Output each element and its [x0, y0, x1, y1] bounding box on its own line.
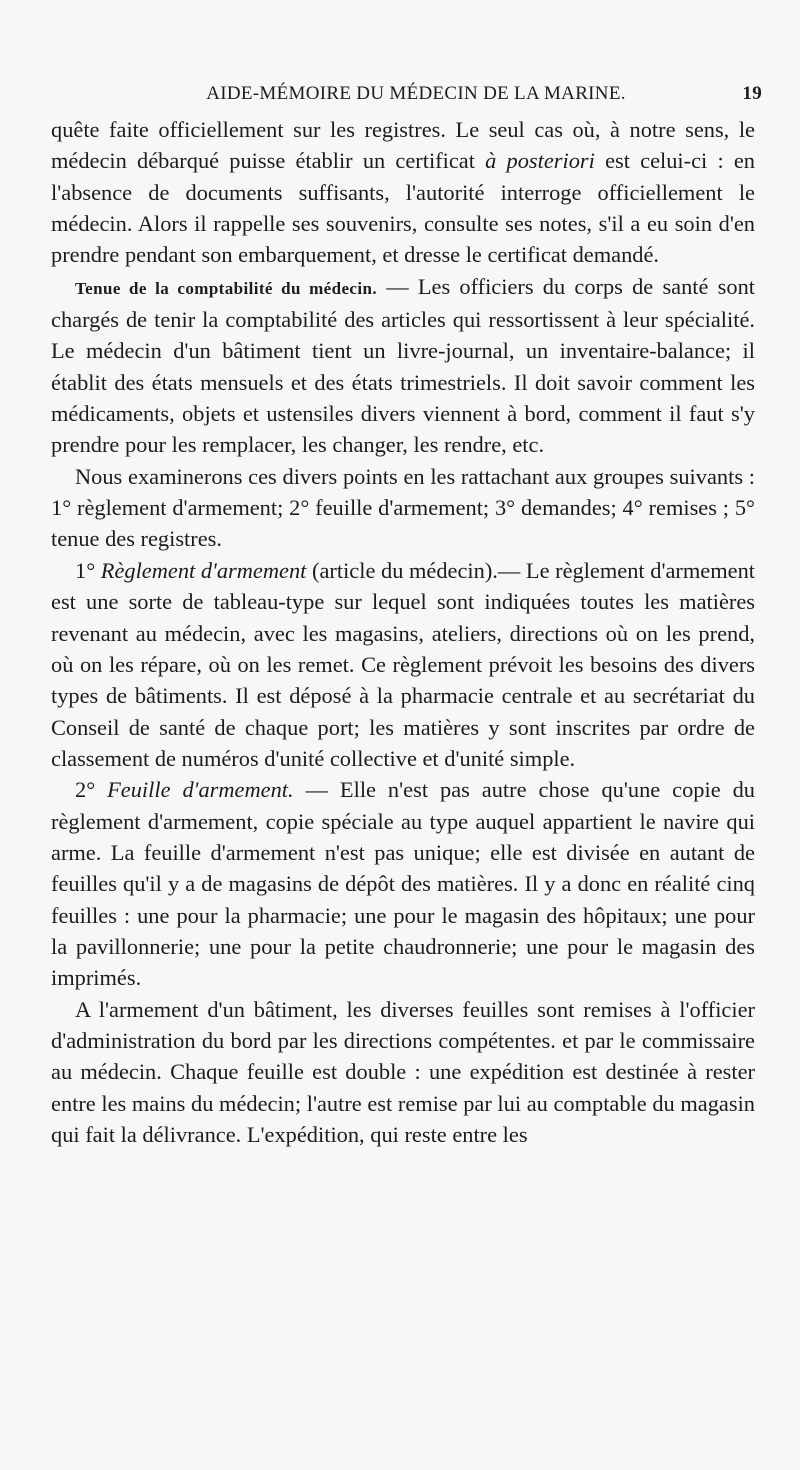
body-text — [51, 114, 755, 1150]
text-run: quête faite officiellement sur les registres. Le seul cas où, à notre sens, le médecin débarqué puisse établir un certificat — [51, 117, 755, 174]
paragraph-1 — [51, 114, 755, 271]
text-run: 1° — [75, 557, 101, 583]
text-run: — Elle n'est pas autre chose qu'une copie du règlement d'armement, copie spéciale au type auquel appartient le navire qui arme. La feuille d'armement n'est pas unique; elle est divisée en autant de feuilles qu'il y a de magasins de dépôt des matières. Il y a donc en réalité cinq feuilles : une pour la pharmacie; une pour le magasin des hôpitaux; une pour la pavillonnerie; une pour la petite chaudronnerie; une pour le magasin des imprimés. — [51, 777, 755, 991]
paragraph-5 — [51, 774, 755, 993]
text-run: est celui-ci : en l'absence de documents suffisants, l'autorité interroge officiellement le médecin. Alors il rappelle ses souvenirs, consulte ses notes, s'il a eu soin d'en prendre pendant son embarquement, et dresse le certificat demandé. — [51, 148, 755, 268]
running-title: AIDE-MÉMOIRE DU MÉDECIN DE LA MARINE. — [206, 83, 626, 104]
paragraph-2 — [51, 271, 755, 461]
paragraph-6 — [51, 994, 755, 1151]
italic-run: Feuille d'armement. — [107, 777, 294, 803]
text-run: — Les officiers du corps de santé sont chargés de tenir la comptabilité des articles qui ressortissent à leur spécialité. Le médecin d'un bâtiment tient un livre-journal, un inventaire-balance; il établit des états mensuels et des états trimestriels. Il doit savoir comment les médicaments, objets et ustensiles divers viennent à bord, comment il faut s'y prendre pour les remplacer, les changer, les rendre, etc. — [51, 273, 755, 458]
italic-run: à posteriori — [485, 148, 595, 174]
text-run: A l'armement d'un bâtiment, les diverses feuilles sont remises à l'officier d'administration du bord par les directions compétentes. et par le commissaire au médecin. Chaque feuille est double : une expédition est destinée à rester entre les mains du médecin; l'autre est remise par lui au comptable du magasin qui fait la délivrance. L'expédition, qui reste entre les — [51, 996, 755, 1147]
page-number: 19 — [742, 83, 762, 104]
text-run: (article du médecin).— Le règlement d'armement est une sorte de tableau-type sur lequel sont indiquées toutes les matières revenant au médecin, avec les magasins, ateliers, directions où on les prend, où on les répare, où on les remet. Ce règlement prévoit les besoins des divers types de bâtiments. Il est déposé à la pharmacie centrale et au secrétariat du Conseil de santé de chaque port; les matières y sont inscrites par ordre de classement de numéros d'unité collective et d'unité simple. — [51, 557, 755, 771]
page-header — [50, 78, 762, 110]
text-run: 2° — [75, 777, 108, 803]
paragraph-4 — [51, 555, 755, 774]
section-heading: Tenue de la comptabilité du médecin. — [75, 278, 377, 298]
paragraph-3 — [51, 461, 755, 555]
text-run: Nous examinerons ces divers points en les rattachant aux groupes suivants : 1° règlement d'armement; 2° feuille d'armement; 3° demandes; 4° remises ; 5° tenue des registres. — [51, 463, 755, 552]
italic-run: Règlement d'armement — [100, 557, 307, 583]
